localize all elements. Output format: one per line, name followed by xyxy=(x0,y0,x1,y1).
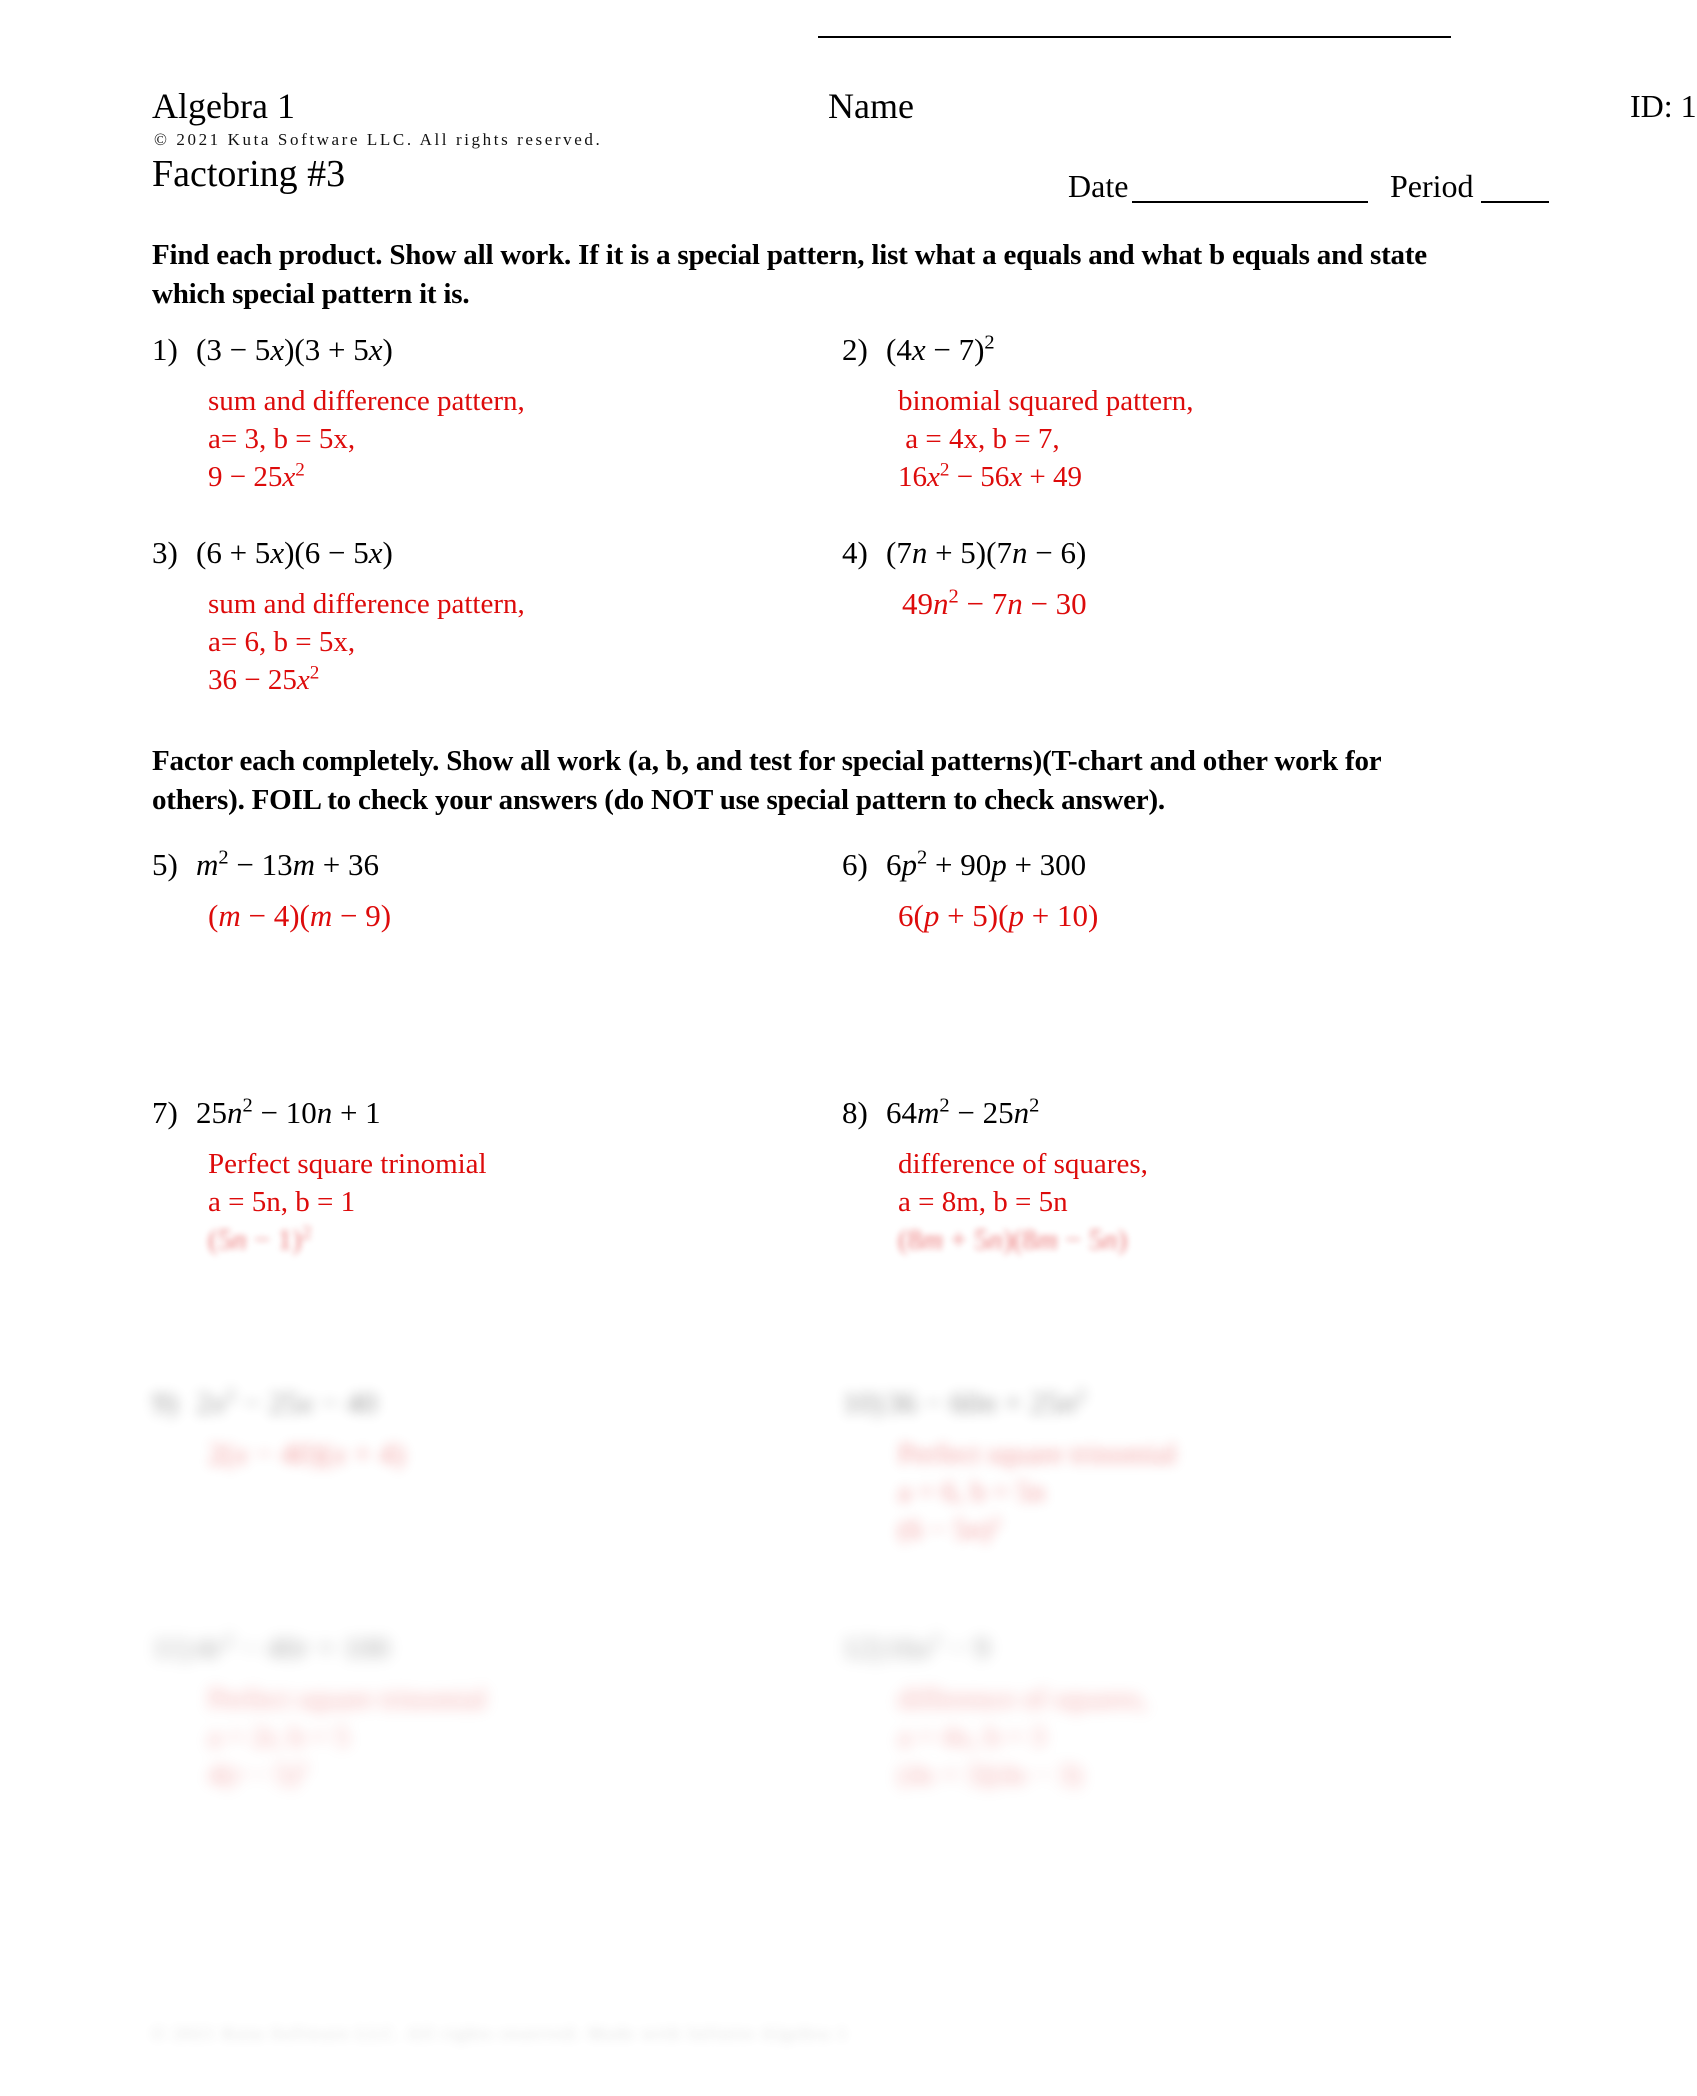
problem-1 xyxy=(152,330,812,496)
problem-8-answer: difference of squares, a = 8m, b = 5n (8m + 5n)(8m − 5n) xyxy=(898,1148,1148,1256)
problem-2-question xyxy=(842,330,1502,370)
name-label: Name xyxy=(828,86,914,126)
problem-10-number: 10) xyxy=(842,1385,884,1420)
problem-5-number: 5) xyxy=(152,847,178,882)
problem-8-question xyxy=(842,1093,1502,1133)
worksheet-header xyxy=(152,86,1697,196)
problem-11-number: 11) xyxy=(152,1630,193,1665)
problem-10-question xyxy=(842,1383,1502,1423)
problem-5 xyxy=(152,845,812,935)
problem-3-question xyxy=(152,533,812,573)
problem-6-answer: 6(p + 5)(p + 10) xyxy=(898,898,1099,933)
problem-7-expression: $25n^2 - 10n + 1$ xyxy=(196,1094,381,1130)
problem-1-number: 1) xyxy=(152,332,178,367)
page-footer: © 2021 Kuta Software LLC. All rights reserved. Made with Infinite Algebra 1 xyxy=(152,2024,849,2043)
problem-5-question xyxy=(152,845,812,885)
problem-3-number: 3) xyxy=(152,535,178,570)
copyright-notice: © 2021 Kuta Software LLC. All rights reserved. xyxy=(154,130,603,149)
problem-11-answer: Perfect square trinomial a = 2r, b = 5 $4(r - 5)^2$ xyxy=(208,1683,487,1791)
period-label: Period xyxy=(1390,168,1474,204)
problem-1-answer: sum and difference pattern, a= 3, b = 5x, $9 - 25x^2$ xyxy=(208,385,525,493)
problem-12-question xyxy=(842,1628,1502,1668)
problem-7 xyxy=(152,1093,812,1259)
problem-9-question xyxy=(152,1383,812,1423)
date-blank-line[interactable] xyxy=(1132,201,1368,203)
page-title: Factoring #3 xyxy=(152,153,346,195)
directions-part-one: Find each product. Show all work. If it is a special pattern, list what a equals and what b equals and state which special pattern it is. xyxy=(152,239,1427,310)
problem-9-expression: $2x^2 - 25x - 40$ xyxy=(196,1384,378,1420)
problem-12 xyxy=(842,1628,1502,1794)
problem-8 xyxy=(842,1093,1502,1259)
problem-10-expression: $36 - 60n + 25n^2$ xyxy=(886,1384,1087,1420)
problem-6-expression: $6p^2 + 90p + 300$ xyxy=(886,846,1087,882)
problem-11 xyxy=(152,1628,812,1794)
problem-4-expression: (7n + 5)(7n − 6) xyxy=(886,535,1087,570)
problem-4-number: 4) xyxy=(842,535,868,570)
problem-12-answer: difference of squares, a = 4x, b = 3 (4x + 3)(4x − 3) xyxy=(898,1683,1148,1791)
problem-11-expression: $4r^2 - 40r + 100$ xyxy=(196,1629,390,1665)
problem-7-question xyxy=(152,1093,812,1133)
problem-3-answer: sum and difference pattern, a= 6, b = 5x, $36 - 25x^2$ xyxy=(208,588,525,696)
problem-9-answer: 2(x − 40)(x + 4) xyxy=(208,1436,405,1471)
problem-4-question xyxy=(842,533,1502,573)
problem-6 xyxy=(842,845,1502,935)
problem-11-question xyxy=(152,1628,812,1668)
problem-6-question xyxy=(842,845,1502,885)
problem-4-answer: $49n^2 - 7n - 30$ xyxy=(902,585,1087,621)
problem-1-expression: (3 − 5x)(3 + 5x) xyxy=(196,332,393,367)
problem-12-expression: $16x^2 - 9$ xyxy=(886,1629,990,1665)
problem-5-answer: (m − 4)(m − 9) xyxy=(208,898,392,933)
period-blank-line[interactable] xyxy=(1481,201,1549,203)
problem-1-question xyxy=(152,330,812,370)
problem-4 xyxy=(842,533,1502,623)
problem-3 xyxy=(152,533,812,699)
problem-10 xyxy=(842,1383,1502,1549)
problem-12-number: 12) xyxy=(842,1630,884,1665)
problem-2 xyxy=(842,330,1502,496)
problem-5-expression: $m^2 - 13m + 36$ xyxy=(196,846,379,882)
problem-7-answer: Perfect square trinomial a = 5n, b = 1 $(5n - 1)^2$ xyxy=(208,1148,487,1256)
problem-8-expression: $64m^2 - 25n^2$ xyxy=(886,1094,1040,1130)
problem-2-answer: binomial squared pattern, a = 4x, b = 7, $16x^2 - 56x + 49$ xyxy=(898,385,1194,493)
date-label: Date xyxy=(1068,168,1129,204)
problem-2-expression: $(4x - 7)^2$ xyxy=(886,331,995,367)
course-title: Algebra 1 xyxy=(152,86,295,126)
problem-7-number: 7) xyxy=(152,1095,178,1130)
problem-9-number: 9) xyxy=(152,1385,178,1420)
directions-part-two: Factor each completely. Show all work (a, b, and test for special patterns)(T-chart and other work for others). FOIL to check your answers (do NOT use special pattern to check answer). xyxy=(152,745,1381,816)
problem-6-number: 6) xyxy=(842,847,868,882)
problem-10-answer: Perfect square trinomial a = 6, b = 5n $(6 - 5n)^2$ xyxy=(898,1438,1177,1546)
name-blank-line[interactable] xyxy=(818,36,1451,38)
problem-9 xyxy=(152,1383,812,1473)
problem-8-number: 8) xyxy=(842,1095,868,1130)
problem-2-number: 2) xyxy=(842,332,868,367)
problem-3-expression: (6 + 5x)(6 − 5x) xyxy=(196,535,393,570)
worksheet-id: ID: 1 xyxy=(1630,88,1697,124)
